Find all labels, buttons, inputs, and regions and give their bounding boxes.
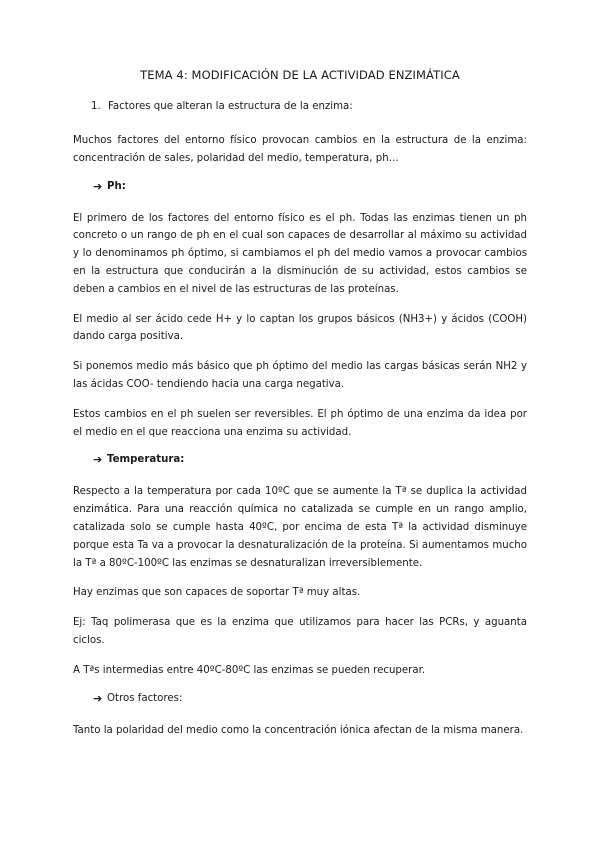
section-number: 1.: [91, 101, 101, 112]
document-page: [73, 68, 527, 751]
arrow-right-icon: ➔: [93, 179, 103, 193]
ph-paragraph-1: El primero de los factores del entorno físico es el ph. Todas las enzimas tienen un ph concreto o un rango de ph en el cual son capaces de desarrollar al máximo su actividad y lo denominamos ph óptimo, si cambiamos el ph del medio vamos a provocar cambios en la estructura que conducirán a la disminución de su actividad, estos cambios se deben a cambios en el nivel de las estructuras de las proteínas.: [73, 212, 527, 295]
temperatura-paragraph-4: A Tªs intermedias entre 40ºC-80ºC las enzimas se pueden recuperar.: [73, 664, 426, 676]
ph-heading: Ph:: [107, 180, 126, 192]
ph-paragraph-2: El medio al ser ácido cede H+ y lo captan los grupos básicos (NH3+) y ácidos (COOH) dando carga positiva.: [73, 313, 527, 343]
ph-paragraph-4: Estos cambios en el ph suelen ser reversibles. El ph óptimo de una enzima da idea por el medio en el que reacciona una enzima su actividad.: [73, 408, 527, 438]
ph-paragraph-3: Si ponemos medio más básico que ph óptimo del medio las cargas básicas serán NH2 y las ácidas COO- tendiendo hacia una carga negativa.: [73, 361, 527, 390]
temperatura-paragraph-3: Ej: Taq polimerasa que es la enzima que utilizamos para hacer las PCRs, y aguanta ciclos.: [73, 617, 527, 646]
arrow-right-icon: ➔: [93, 453, 103, 467]
otros-paragraph-1: Tanto la polaridad del medio como la concentración iónica afectan de la misma manera.: [73, 724, 524, 736]
otros-heading: Otros factores:: [107, 692, 183, 704]
bullet-temperatura: [73, 453, 527, 466]
document-title: TEMA 4: MODIFICACIÓN DE LA ACTIVIDAD ENZIMÁTICA: [140, 68, 460, 82]
section-heading-text: Factores que alteran la estructura de la enzima:: [108, 101, 353, 112]
temperatura-paragraph-2: Hay enzimas que son capaces de soportar Tª muy altas.: [73, 587, 361, 599]
temperatura-heading: Temperatura:: [107, 454, 185, 466]
arrow-right-icon: ➔: [93, 691, 103, 705]
temperatura-paragraph-1: Respecto a la temperatura por cada 10ºC que se aumente la Tª se duplica la actividad enzimática. Para una reacción química no catalizada se cumple en un rango amplio, catalizada solo se cumple hasta 40ºC, por encima de esta Tª la actividad disminuye porque esta Ta va a provocar la desnaturalización de la proteína. Si aumentamos mucho la Tª a 80ºC-100ºC las enzimas se desnaturalizan irreversiblemente.: [73, 486, 527, 569]
bullet-ph: [73, 180, 527, 193]
bullet-otros: [73, 692, 527, 705]
intro-paragraph: Muchos factores del entorno físico provocan cambios en la estructura de la enzima: concentración de sales, polaridad del medio, temperatura, ph…: [73, 135, 527, 164]
section-heading: [73, 101, 527, 112]
